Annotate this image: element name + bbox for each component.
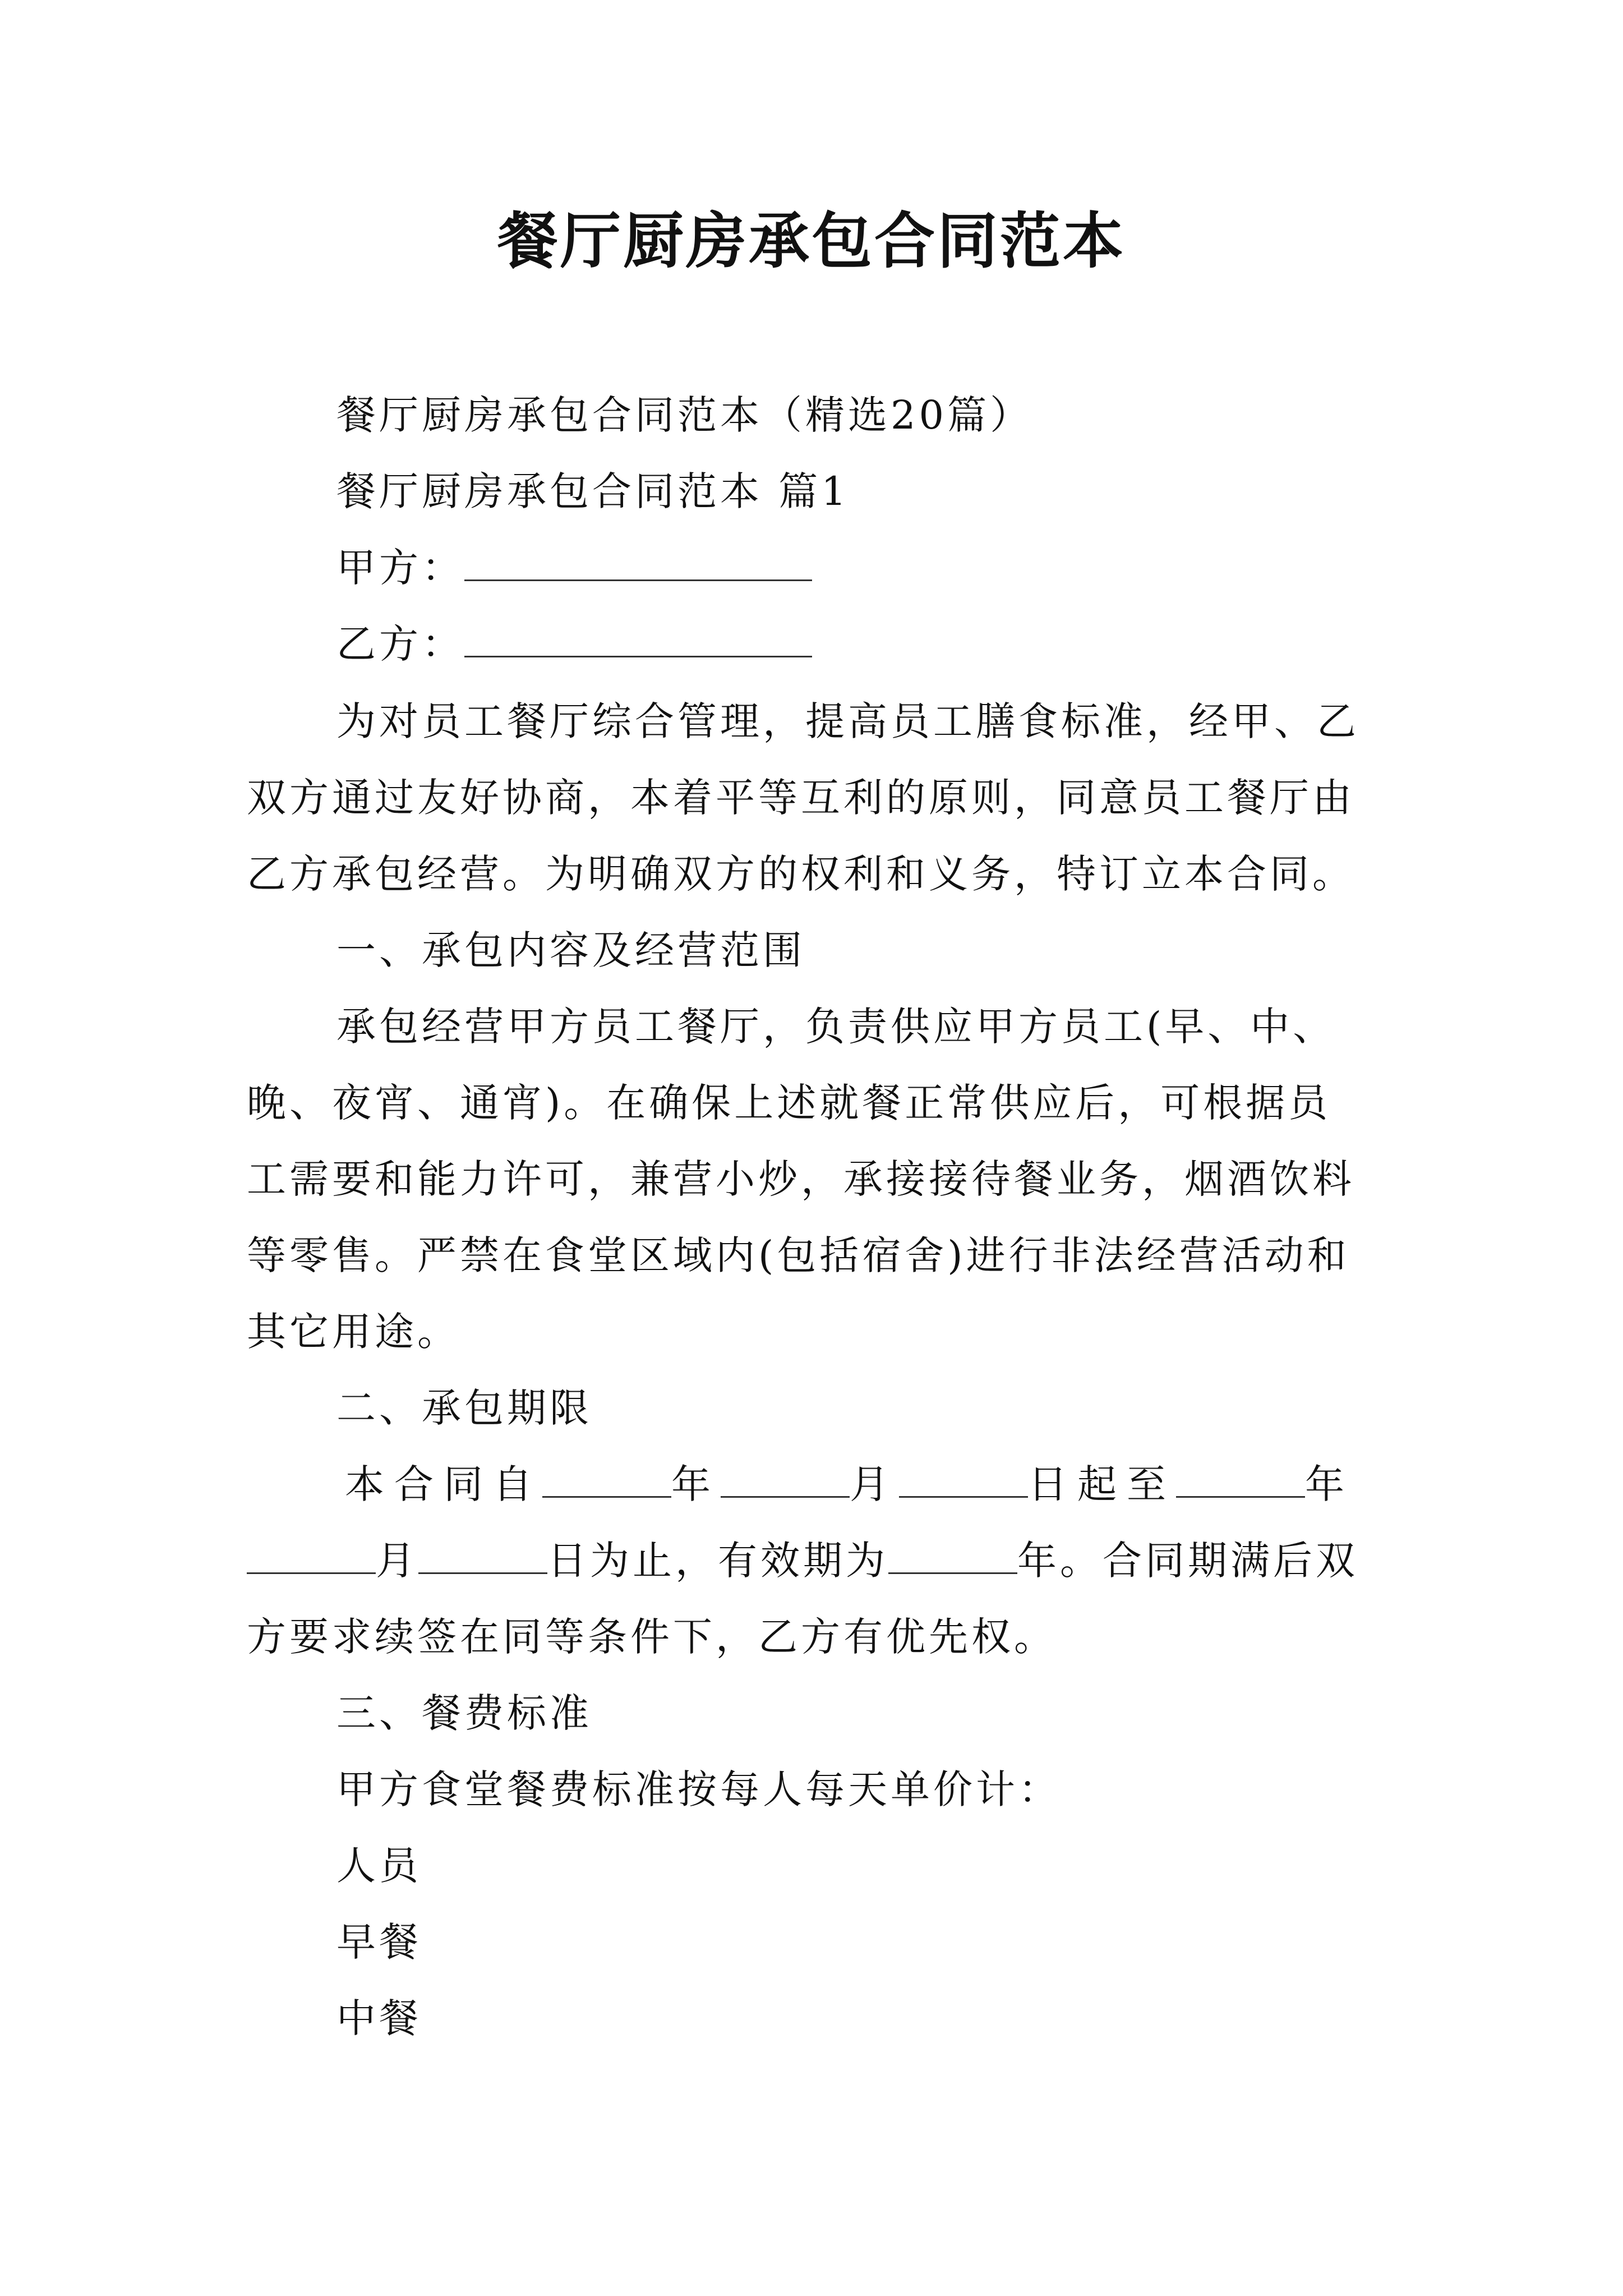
clause1-line: 等零售。严禁在食堂区域内(包括宿舍)进行非法经营活动和 [247,1232,1350,1278]
term-years-blank [888,1533,1017,1574]
end-day-label: 日为止，有效期为 [547,1538,888,1584]
party-a-label: 甲方： [336,545,464,591]
end-year-label: 年 [1305,1461,1354,1507]
end-day-blank [418,1533,547,1574]
party-a-blank [464,540,812,581]
clause1-line: 其它用途。 [247,1309,460,1355]
end-month-blank [247,1533,376,1574]
end-month-label: 月 [376,1538,418,1584]
end-year-blank [1176,1457,1305,1498]
start-day-blank [899,1457,1028,1498]
start-year-blank [542,1457,671,1498]
preamble-line: 为对员工餐厅综合管理，提高员工膳食标准，经甲、乙 [336,698,1359,744]
clause1-line: 承包经营甲方员工餐厅，负责供应甲方员工(早、中、 [336,1004,1336,1050]
party-b-blank [464,616,812,657]
start-month-blank [721,1457,850,1498]
document-title: 餐厅厨房承包合同范本 [497,206,1126,277]
section-heading: 餐厅厨房承包合同范本 篇1 [336,468,850,514]
document-subtitle: 餐厅厨房承包合同范本（精选20篇） [336,392,1033,438]
clause3-heading: 三、餐费标准 [336,1690,592,1736]
party-b-label: 乙方： [336,621,464,667]
clause1-line: 晚、夜宵、通宵)。在确保上述就餐正常供应后，可根据员 [247,1080,1331,1126]
clause1-heading: 一、承包内容及经营范围 [336,927,805,973]
table-label-breakfast: 早餐 [336,1919,422,1965]
clause2-heading: 二、承包期限 [336,1385,592,1431]
clause2-date-line [345,1456,1354,1512]
start-month-label: 月 [850,1461,899,1507]
preamble-line: 双方通过友好协商，本着平等互利的原则，同意员工餐厅由 [247,775,1355,821]
clause2-end-line [247,1533,1358,1589]
table-label-personnel: 人员 [336,1843,422,1889]
clause1-line: 工需要和能力许可，兼营小炒，承接接待餐业务，烟酒饮料 [247,1156,1355,1202]
clause3-intro: 甲方食堂餐费标准按每人每天单价计： [336,1766,1061,1812]
party-a-line [336,540,812,596]
party-b-line [336,616,812,672]
start-year-label: 年 [671,1461,721,1507]
preamble-line: 乙方承包经营。为明确双方的权利和义务，特订立本合同。 [247,851,1355,897]
term-years-label: 年。合同期满后双 [1017,1538,1358,1584]
clause2-line: 方要求续签在同等条件下，乙方有优先权。 [247,1614,1057,1660]
clause2-prefix: 本合同自 [345,1461,542,1507]
start-day-label: 日起至 [1028,1461,1176,1507]
table-label-lunch: 中餐 [336,1995,422,2041]
